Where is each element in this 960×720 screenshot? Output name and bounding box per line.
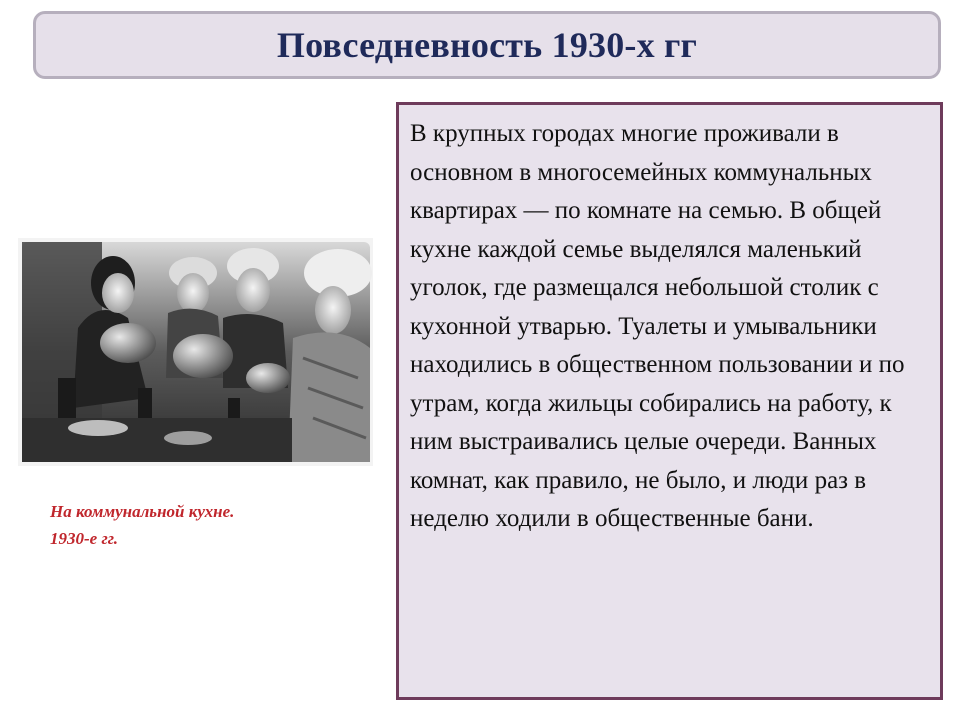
photo-caption: [50, 498, 370, 552]
slide-title: Повседневность 1930-х гг: [276, 25, 698, 65]
communal-kitchen-photo: [18, 238, 373, 466]
photo-illustration: [18, 238, 373, 466]
body-paragraph: В крупных городах многие проживали в основном в многосемейных коммунальных квартирах — по комнате на семью. В общей кухне каждой семье выделялся маленький уголок, где размещался небольшой столик с кухонной утварью. Туалеты и умывальники находились в общественном пользовании и по утрам, когда жильцы собирались на работу, к ним выстраивались целые очереди. Ванных комнат, как правило, не было, и люди раз в неделю ходили в общественные бани.: [410, 120, 905, 532]
caption-line-2: 1930-е гг.: [50, 529, 119, 548]
caption-line-1: На коммунальной кухне.: [50, 502, 235, 521]
text-box: [396, 102, 943, 700]
title-bar: [33, 11, 941, 79]
